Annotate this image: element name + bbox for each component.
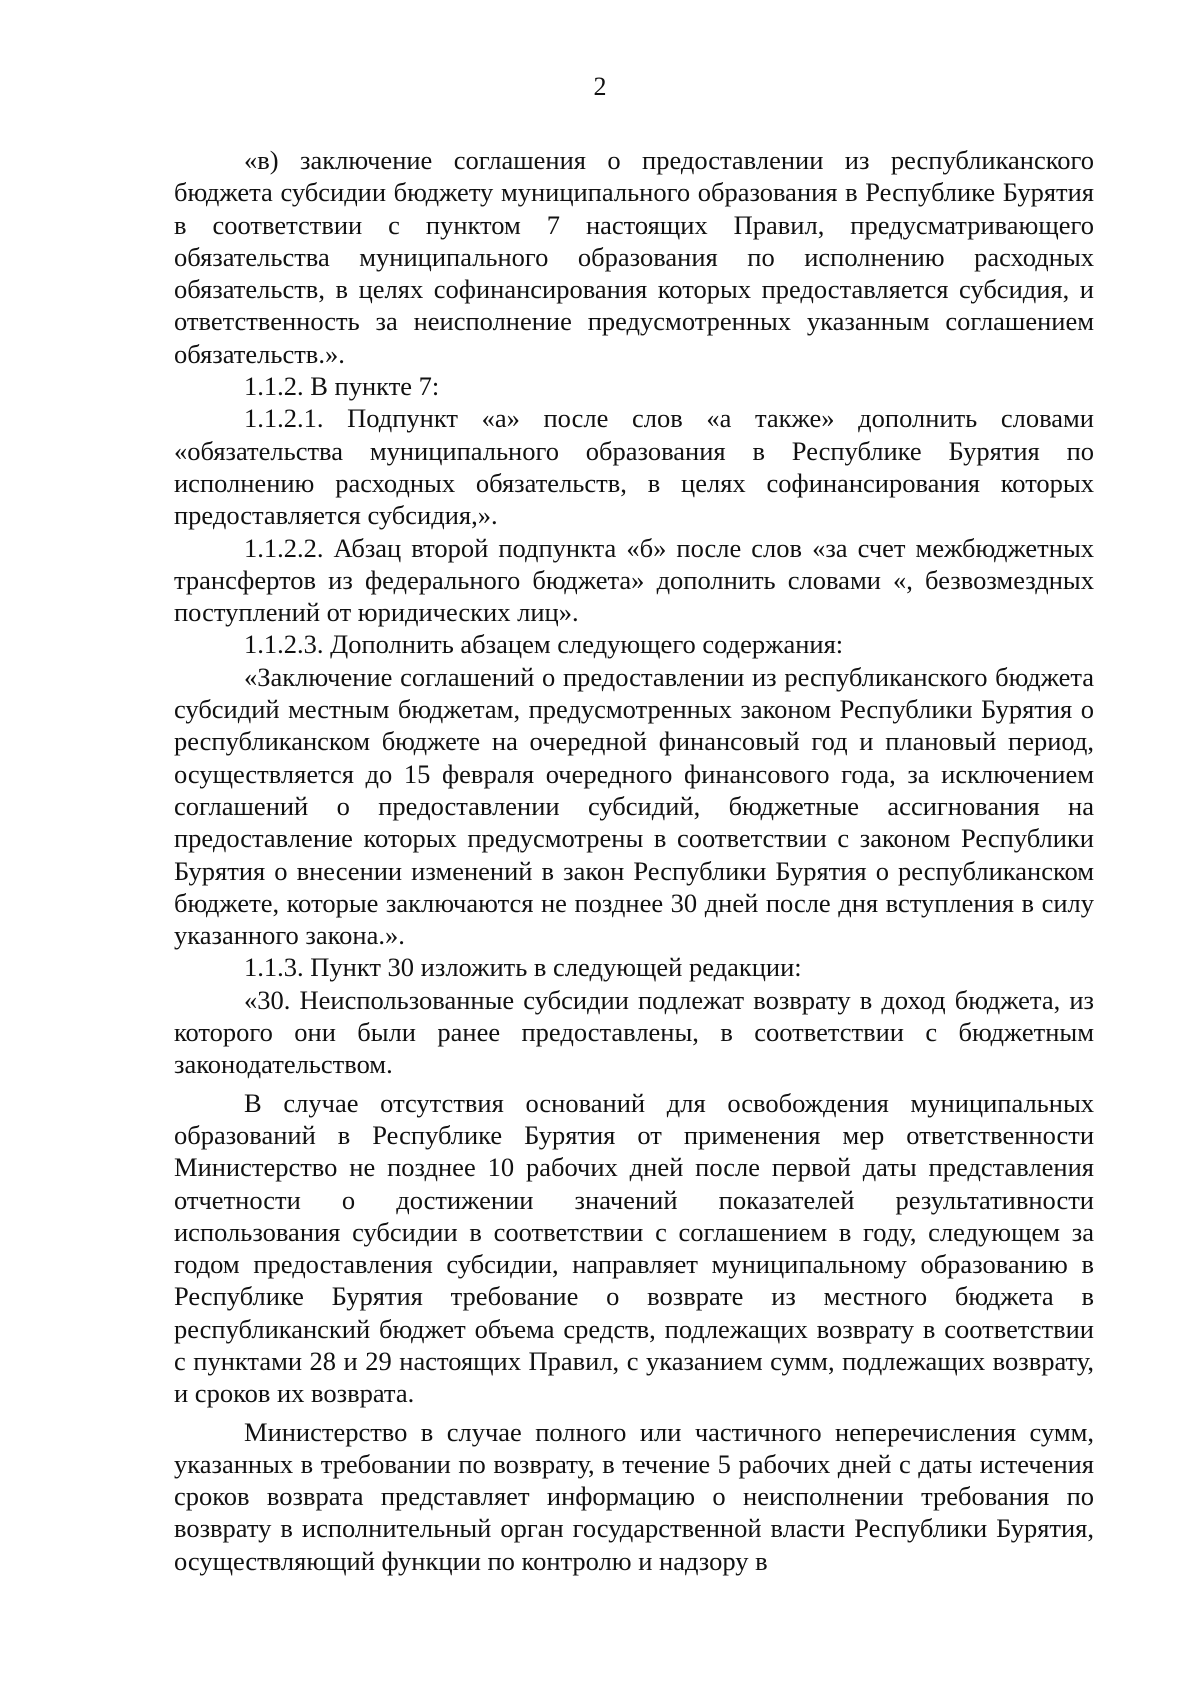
paragraph-8: «30. Неиспользованные субсидии подлежат возврату в доход бюджета, из которого они были ранее предоставлены, в соответствии с бюджетным законодательством. [174, 984, 1094, 1080]
paragraph-2: 1.1.2. В пункте 7: [244, 371, 440, 402]
paragraph-1: «в) заключение соглашения о предоставлении из республиканского бюджета субсидии бюджету муниципального образования в Республике Бурятия в соответствии с пунктом 7 настоящих Правил, предусматривающего обязательства муниципального образования по исполнению расходных обязательств, в целях софинансирования которых предоставляется субсидия, и ответственность за неисполнение предусмотренных указанным соглашением обязательств.». [174, 145, 1094, 369]
paragraph-5: 1.1.2.3. Дополнить абзацем следующего содержания: [244, 629, 844, 660]
paragraph-6: «Заключение соглашений о предоставлении из республиканского бюджета субсидий местным бюджетам, предусмотренных законом Республики Бурятия о республиканском бюджете на очередной финансовый год и плановый период, осуществляется до 15 февраля очередного финансового года, за исключением соглашений о предоставлении субсидий, бюджетные ассигнования на предоставление которых предусмотрены в соответствии с законом Республики Бурятия о внесении изменений в закон Республики Бурятия о республиканском бюджете, которые заключаются не позднее 30 дней после дня вступления в силу указанного закона.». [174, 661, 1094, 951]
paragraph-3: 1.1.2.1. Подпункт «а» после слов «а также» дополнить словами «обязательства муниципального образования в Республике Бурятия по исполнению расходных обязательств, в целях софинансирования которых предоставляется субсидия,». [174, 403, 1094, 531]
page-number: 2 [593, 72, 607, 101]
paragraph-7: 1.1.3. Пункт 30 изложить в следующей редакции: [244, 952, 802, 983]
document-body [174, 144, 1094, 1577]
paragraph-4: 1.1.2.2. Абзац второй подпункта «б» после слов «за счет межбюджетных трансфертов из федерального бюджета» дополнить словами «, безвозмездных поступлений от юридических лиц». [174, 532, 1094, 628]
paragraph-10: Министерство в случае полного или частичного неперечисления сумм, указанных в требовании по возврату, в течение 5 рабочих дней с даты истечения сроков возврата представляет информацию о неисполнении требования по возврату в исполнительный орган государственной власти Республики Бурятия, осуществляющий функции по контролю и надзору в [174, 1416, 1094, 1576]
paragraph-9: В случае отсутствия оснований для освобождения муниципальных образований в Республике Бурятия от применения мер ответственности Министерство не позднее 10 рабочих дней после первой даты представления отчетности о достижении значений показателей результативности использования субсидии в соответствии с соглашением в году, следующем за годом предоставления субсидии, направляет муниципальному образованию в Республике Бурятия требование о возврате из местного бюджета в республиканский бюджет объема средств, подлежащих возврату в соответствии с пунктами 28 и 29 настоящих Правил, с указанием сумм, подлежащих возврату, и сроков их возврата. [174, 1087, 1094, 1409]
